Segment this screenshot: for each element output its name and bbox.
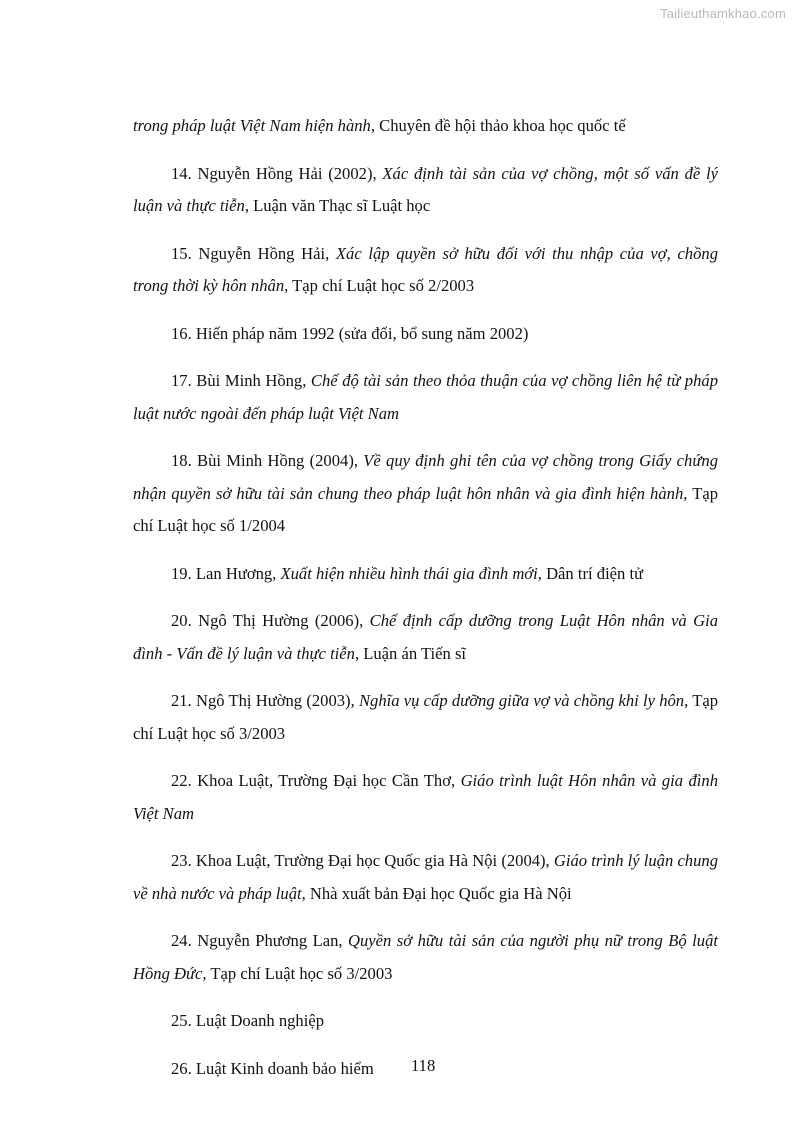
reference-item	[133, 765, 718, 830]
reference-item	[133, 365, 718, 430]
reference-text: , Tạp chí Luật học số 3/2003	[202, 963, 393, 983]
reference-text: 17. Bùi Minh Hồng,	[171, 371, 311, 390]
reference-text: 20. Ngô Thị Hường (2006),	[171, 611, 370, 630]
reference-text: 21. Ngô Thị Hường (2003),	[171, 691, 359, 710]
reference-text: , Luận văn Thạc sĩ Luật học	[244, 196, 431, 215]
reference-title: Chế định cấp dưỡng trong Luật Hôn nhân và Gia đình - Vấn đề lý luận và thực tiễn	[133, 611, 718, 663]
reference-text: 19. Lan Hương,	[171, 563, 281, 583]
page-number: 118	[411, 1056, 436, 1075]
reference-item	[133, 445, 718, 543]
reference-text: 22. Khoa Luật, Trường Đại học Cần Thơ,	[171, 771, 461, 790]
reference-item	[133, 110, 718, 143]
reference-item	[133, 685, 718, 750]
reference-title: Xuất hiện nhiều hình thái gia đình mới	[280, 563, 538, 583]
reference-text: , Chuyên đề hội thảo khoa học quốc tế	[370, 116, 626, 135]
reference-item	[133, 1005, 718, 1038]
reference-item	[133, 558, 718, 591]
reference-item	[133, 238, 718, 303]
reference-title: Xác định tài sản của vợ chồng, một số vấn đề lý luận và thực tiễn	[133, 163, 718, 215]
reference-text: , Luận án Tiến sĩ	[354, 643, 467, 663]
reference-item	[133, 845, 718, 910]
reference-text: 23. Khoa Luật, Trường Đại học Quốc gia Hà Nội (2004),	[171, 851, 554, 870]
reference-list	[133, 110, 718, 1100]
reference-item	[133, 605, 718, 670]
reference-title: Về quy định ghi tên của vợ chồng trong Giấy chứng nhận quyền sở hữu tài sản chung theo pháp luật hôn nhân và gia đình hiện hành	[133, 451, 718, 503]
reference-title: trong pháp luật Việt Nam hiện hành	[133, 116, 371, 135]
reference-item	[133, 925, 718, 990]
reference-title: Quyền sở hữu tài sản của người phụ nữ trong Bộ luật Hồng Đức	[133, 931, 718, 983]
reference-title: Giáo trình lý luận chung về nhà nước và pháp luật	[133, 851, 718, 903]
reference-title: Nghĩa vụ cấp dưỡng giữa vợ và chồng khi ly hôn	[358, 691, 685, 710]
reference-text: 25. Luật Doanh nghiệp	[171, 1011, 324, 1030]
reference-item	[133, 318, 718, 351]
reference-text: 16. Hiến pháp năm 1992 (sửa đổi, bổ sung năm 2002)	[171, 323, 529, 343]
reference-text: 26. Luật Kinh doanh bảo hiểm	[171, 1058, 374, 1078]
reference-title: Xác lập quyền sở hữu đối với thu nhập của vợ, chồng trong thời kỳ hôn nhân	[133, 243, 718, 295]
reference-title: Giáo trình luật Hôn nhân và gia đình Việt Nam	[133, 771, 718, 823]
reference-title: Chế độ tài sản theo thỏa thuận của vợ chồng liên hệ từ pháp luật nước ngoài đến pháp luật Việt Nam	[133, 371, 718, 423]
reference-text: , Tạp chí Luật học số 2/2003	[284, 276, 475, 295]
reference-text: , Dân trí điện tử	[537, 563, 644, 583]
reference-text: 24. Nguyễn Phương Lan,	[171, 931, 349, 950]
reference-text: , Tạp chí Luật học số 3/2003	[133, 691, 718, 743]
reference-item	[133, 158, 718, 223]
watermark-text: Tailieuthamkhao.com	[660, 6, 786, 21]
reference-text: 14. Nguyễn Hồng Hải (2002),	[171, 163, 383, 183]
reference-text: , Tạp chí Luật học số 1/2004	[133, 483, 718, 535]
reference-text: , Nhà xuất bản Đại học Quốc gia Hà Nội	[301, 883, 572, 903]
reference-text: 15. Nguyễn Hồng Hải,	[171, 243, 336, 263]
reference-text: 18. Bùi Minh Hồng (2004),	[171, 451, 364, 470]
